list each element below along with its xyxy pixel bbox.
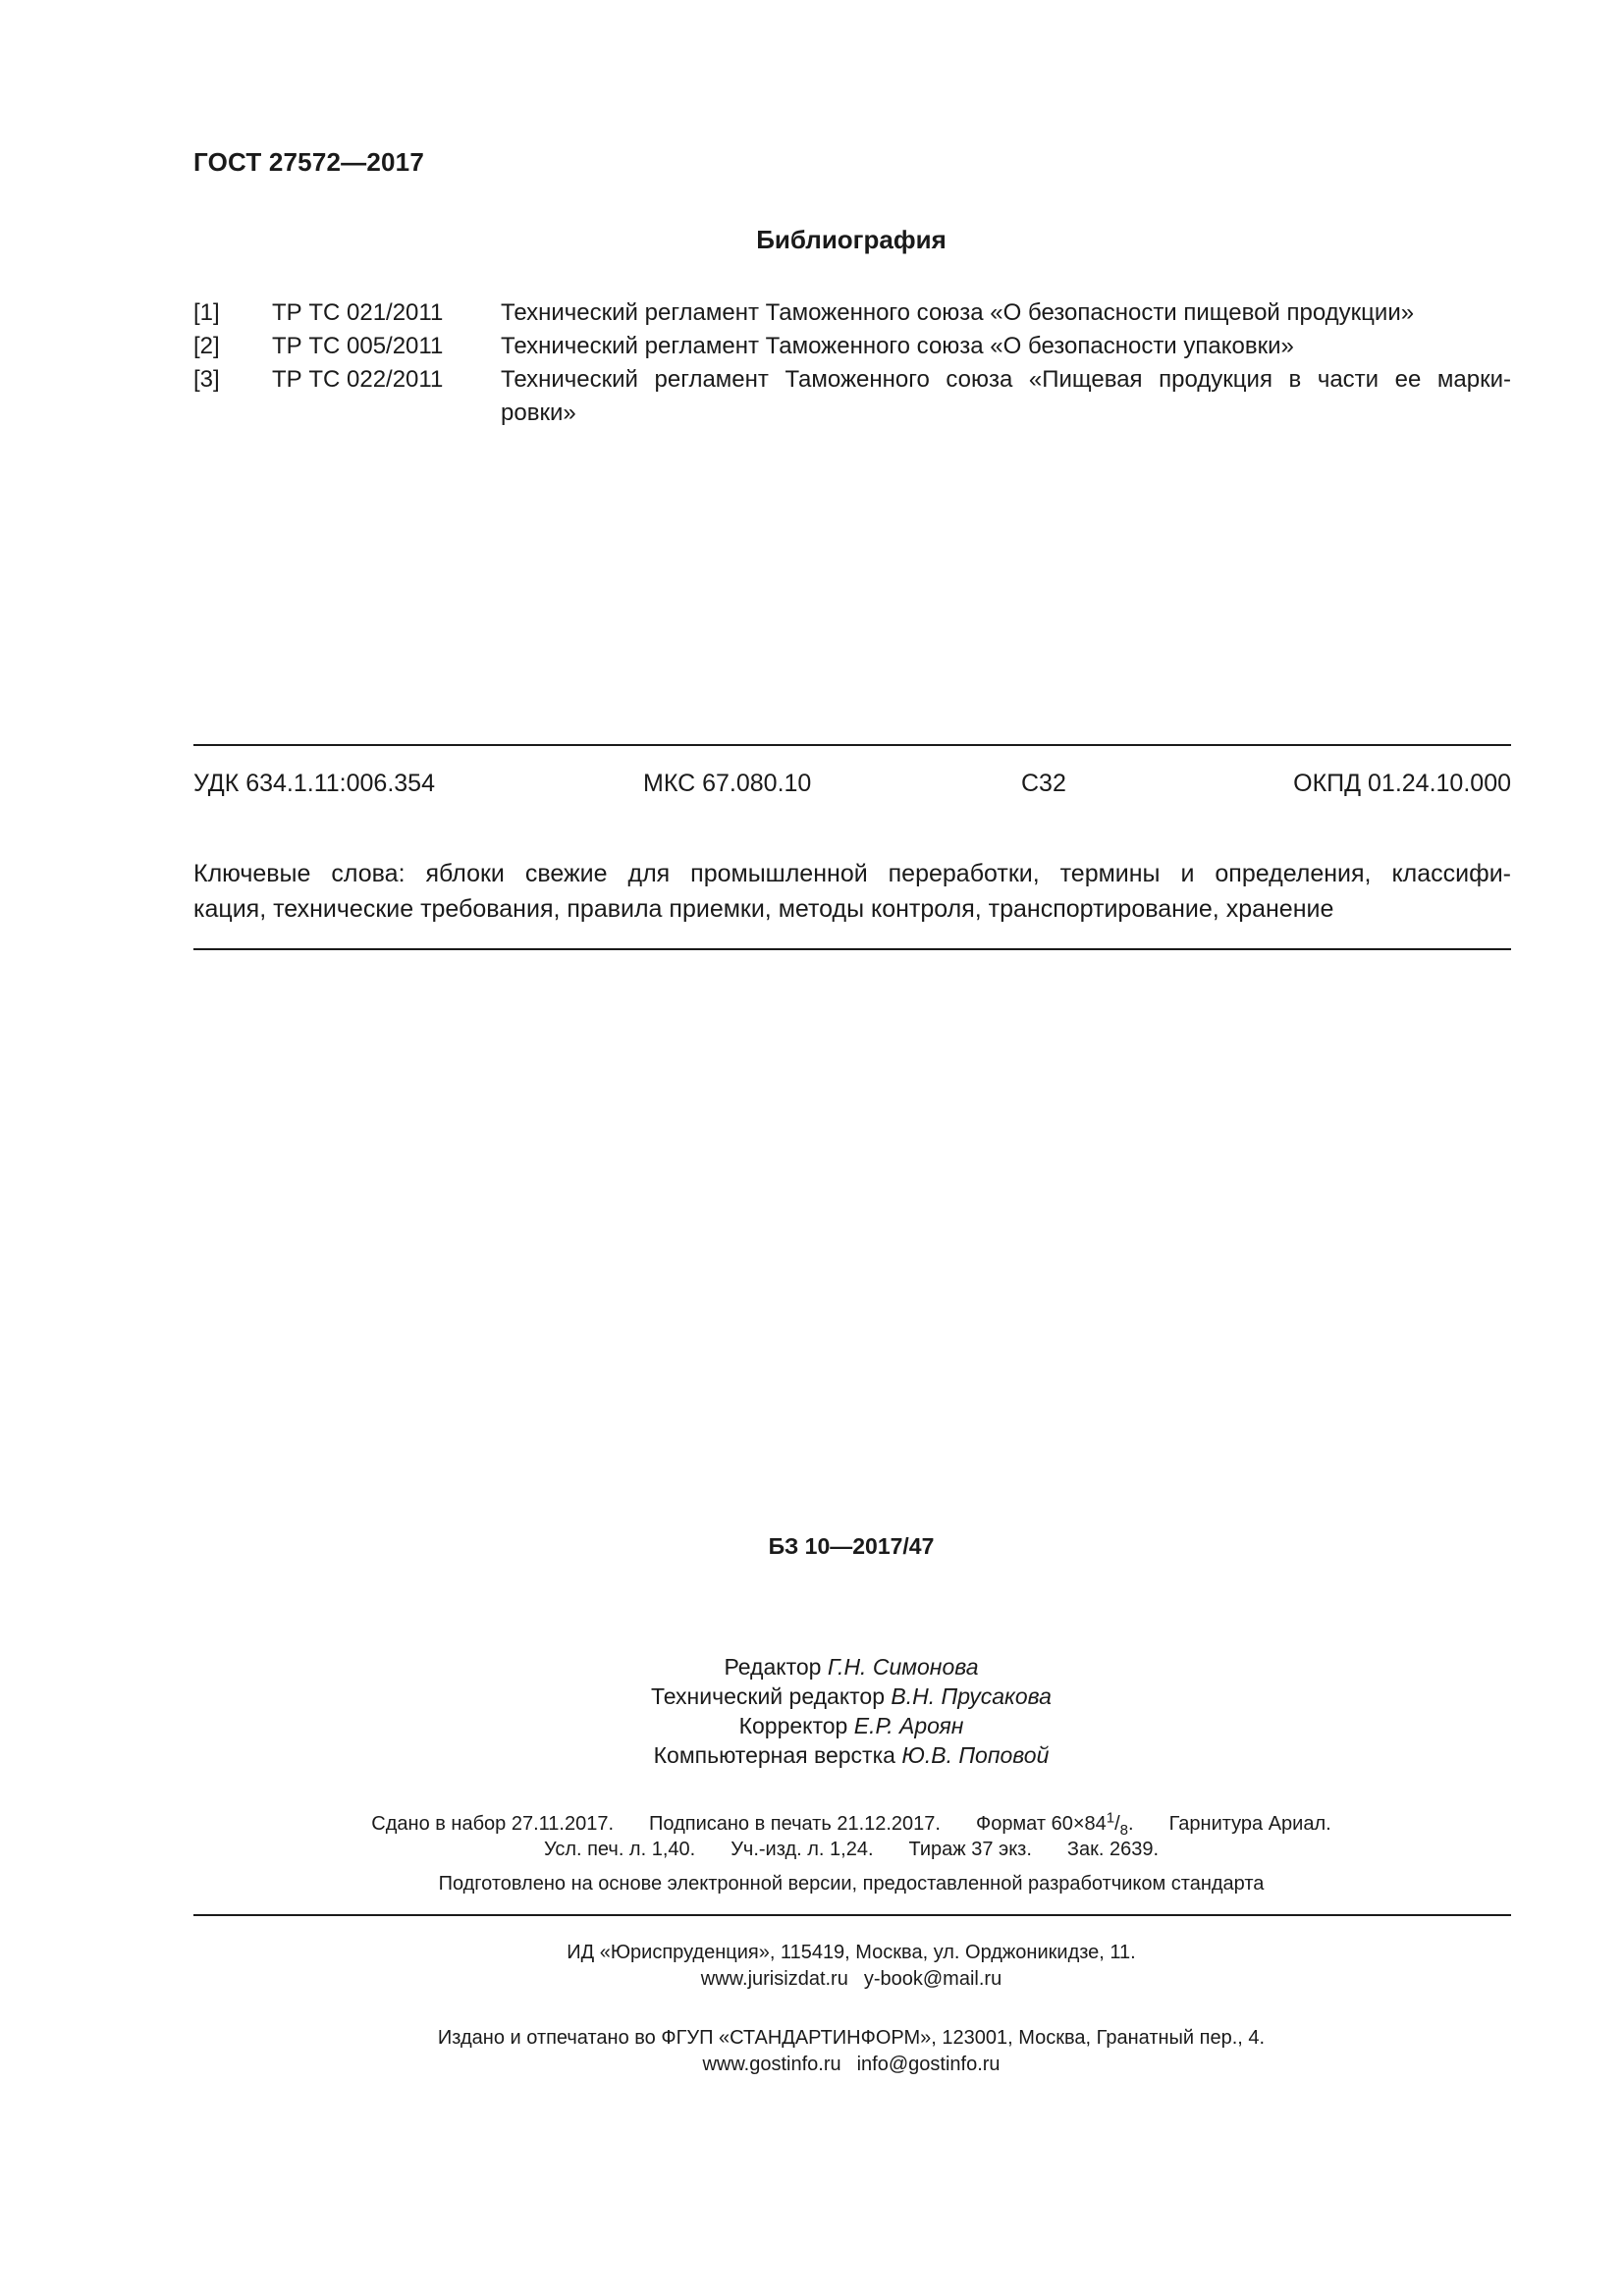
credit-name: В.Н. Прусакова — [891, 1683, 1052, 1709]
print-sheets: Усл. печ. л. 1,40. — [543, 1839, 696, 1860]
credit-role: Корректор — [738, 1713, 848, 1738]
okpd-code: ОКПД 01.24.10.000 — [1293, 770, 1511, 797]
ref-number: [1] — [193, 299, 220, 326]
udk-code: УДК 634.1.11:006.354 — [193, 770, 435, 797]
ref-code: ТР ТС 005/2011 — [272, 333, 444, 359]
printer-email: info@gostinfo.ru — [856, 2054, 1001, 2075]
ref-code: ТР ТС 021/2011 — [272, 299, 444, 326]
print-info-line — [0, 1811, 1624, 1837]
submitted-date: Сдано в набор 27.11.2017. — [371, 1813, 615, 1835]
publisher-info — [0, 1940, 1624, 1993]
credit-role: Редактор — [724, 1654, 822, 1680]
classification-codes — [193, 770, 1511, 805]
credits — [0, 1652, 1624, 1770]
publisher-address: ИД «Юриспруденция», 115419, Москва, ул. Орджоникидзе, 11. — [567, 1942, 1136, 1963]
credit-name: Ю.В. Поповой — [901, 1742, 1050, 1768]
publisher-contacts — [0, 1966, 1624, 1993]
printer-contacts — [0, 2052, 1624, 2078]
credit-role: Компьютерная верстка — [653, 1742, 895, 1768]
standard-number: ГОСТ 27572—2017 — [193, 147, 424, 177]
bibliography-list — [193, 296, 1511, 430]
credit-line — [0, 1652, 1624, 1682]
keywords-line: Ключевые слова: яблоки свежие для промышленной переработки, термины и определения, классифи- — [193, 860, 1511, 887]
divider — [193, 744, 1511, 746]
bibliography-title: Библиография — [756, 225, 947, 254]
publishing-sheets: Уч.-изд. л. 1,24. — [731, 1839, 874, 1860]
print-info-line — [0, 1837, 1624, 1862]
ref-title-line: Технический регламент Таможенного союза «Пищевая продукция в части ее марки- — [501, 366, 1511, 393]
publisher-email: y-book@mail.ru — [863, 1968, 1002, 1990]
credit-role: Технический редактор — [651, 1683, 886, 1709]
divider — [193, 1914, 1511, 1916]
bibliography-item — [193, 330, 1511, 363]
printer-address: Издано и отпечатано во ФГУП «СТАНДАРТИНФОРМ», 123001, Москва, Гранатный пер., 4. — [437, 2027, 1266, 2049]
ref-number: [3] — [193, 366, 220, 393]
credit-name: Е.Р. Ароян — [853, 1713, 964, 1738]
ref-number: [2] — [193, 333, 220, 359]
credit-name: Г.Н. Симонова — [827, 1654, 979, 1680]
class-code: С32 — [1021, 770, 1066, 797]
bibliography-item — [193, 296, 1511, 330]
credit-line — [0, 1682, 1624, 1711]
bibliography-item — [193, 363, 1511, 430]
credit-line — [0, 1740, 1624, 1770]
keywords-line: кация, технические требования, правила приемки, методы контроля, транспортирование, хранение — [193, 895, 1334, 923]
ref-title: Технический регламент Таможенного союза «О безопасности пищевой продукции» — [501, 299, 1415, 326]
ref-title: Технический регламент Таможенного союза «О безопасности упаковки» — [501, 333, 1294, 359]
mks-code: МКС 67.080.10 — [643, 770, 812, 797]
publisher-website: www.jurisizdat.ru — [700, 1968, 848, 1990]
ref-title-line: ровки» — [501, 400, 576, 426]
bz-number: БЗ 10—2017/47 — [768, 1533, 935, 1559]
keywords — [193, 856, 1511, 927]
ref-title — [501, 363, 1511, 430]
divider — [193, 948, 1511, 950]
credit-line — [0, 1711, 1624, 1740]
prepared-note: Подготовлено на основе электронной версии, предоставленной разработчиком стандарта — [438, 1873, 1265, 1895]
printer-info — [0, 2025, 1624, 2078]
print-run: Тираж 37 экз. — [908, 1839, 1032, 1860]
signed-date: Подписано в печать 21.12.2017. — [649, 1813, 941, 1835]
paper-format: Формат $60\times 84^1/_8$. — [975, 1809, 1134, 1839]
print-info — [0, 1811, 1624, 1862]
order-number: Зак. 2639. — [1066, 1839, 1160, 1860]
typeface: Гарнитура Ариал. — [1168, 1813, 1331, 1835]
ref-code: ТР ТС 022/2011 — [272, 366, 444, 393]
printer-website: www.gostinfo.ru — [702, 2054, 841, 2075]
